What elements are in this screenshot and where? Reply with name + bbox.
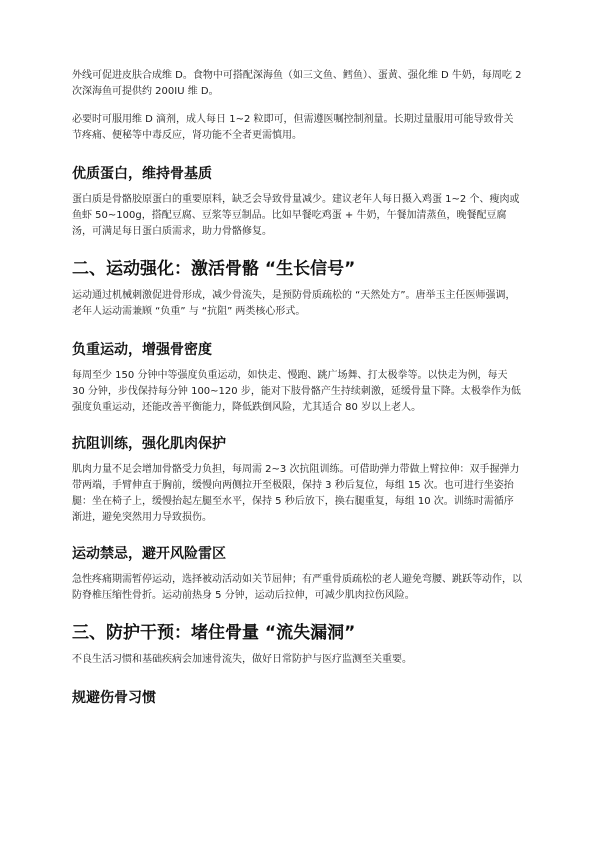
heading-weight-bearing: 负重运动，增强骨密度 — [72, 342, 212, 358]
paragraph-protein: 蛋白质是骨骼胶原蛋白的重要原料，缺乏会导致骨量减少。建议老年人每日摄入鸡蛋 1~2 个、瘦肉或鱼虾 50~100g，搭配豆腐、豆浆等豆制品。比如早餐吃鸡蛋 + 牛奶，午餐加清蒸鱼，晚餐配豆腐汤，可满足每日蛋白质需求，助力骨骼修复。 — [72, 194, 520, 237]
heading-exercise-taboo: 运动禁忌，避开风险雷区 — [72, 546, 226, 562]
paragraph-exercise-taboo: 急性疼痛期需暂停运动，选择被动活动如关节屈伸；有严重骨质疏松的老人避免弯腰、跳跃等动作，以防脊椎压缩性骨折。运动前热身 5 分钟，运动后拉伸，可减少肌肉拉伤风险。 — [72, 574, 522, 601]
paragraph-vitamin-d-sources: 外线可促进皮肤合成维 D。食物中可搭配深海鱼（如三文鱼、鳕鱼）、蛋黄、强化维 D 牛奶，每周吃 2 次深海鱼可提供约 200IU 维 D。 — [72, 70, 522, 97]
paragraph-weight-bearing: 每周至少 150 分钟中等强度负重运动，如快走、慢跑、跳广场舞、打太极拳等。以快走为例，每天 30 分钟，步伐保持每分钟 100~120 步，能对下肢骨骼产生持续刺激，延缓骨量下降。太极拳作为低强度负重运动，还能改善平衡能力，降低跌倒风险，尤其适合 80 岁以上老人。 — [72, 370, 521, 413]
paragraph-protection-intro: 不良生活习惯和基础疾病会加速骨流失，做好日常防护与医疗监测至关重要。 — [72, 654, 412, 665]
paragraph-exercise-intro: 运动通过机械刺激促进骨形成，减少骨流失，是预防骨质疏松的 “天然处方”。唐举玉主任医师强调，老年人运动需兼顾 “负重” 与 “抗阻” 两类核心形式。 — [72, 290, 516, 317]
heading-section-exercise: 二、运动强化：激活骨骼 “生长信号” — [72, 259, 356, 279]
heading-protein: 优质蛋白，维持骨基质 — [72, 166, 212, 182]
paragraph-resistance: 肌肉力量不足会增加骨骼受力负担，每周需 2~3 次抗阻训练。可借助弹力带做上臂拉伸：双手握弹力带两端，手臂伸直于胸前，缓慢向两侧拉开至极限，保持 3 秒后复位，每组 15 次。也可进行坐姿抬腿：坐在椅子上，缓慢抬起左腿至水平，保持 5 秒后放下，换右腿重复，每组 10 次。训练时需循序渐进，避免突然用力导致损伤。 — [72, 464, 520, 523]
paragraph-vitamin-d-supplement: 必要时可服用维 D 滴剂，成人每日 1~2 粒即可，但需遵医嘱控制剂量。长期过量服用可能导致骨关节疼痛、便秘等中毒反应，肾功能不全者更需慎用。 — [72, 114, 514, 141]
heading-resistance: 抗阻训练，强化肌肉保护 — [72, 436, 226, 452]
heading-avoid-habits: 规避伤骨习惯 — [72, 690, 156, 706]
heading-section-protection: 三、防护干预：堵住骨量 “流失漏洞” — [72, 623, 356, 643]
